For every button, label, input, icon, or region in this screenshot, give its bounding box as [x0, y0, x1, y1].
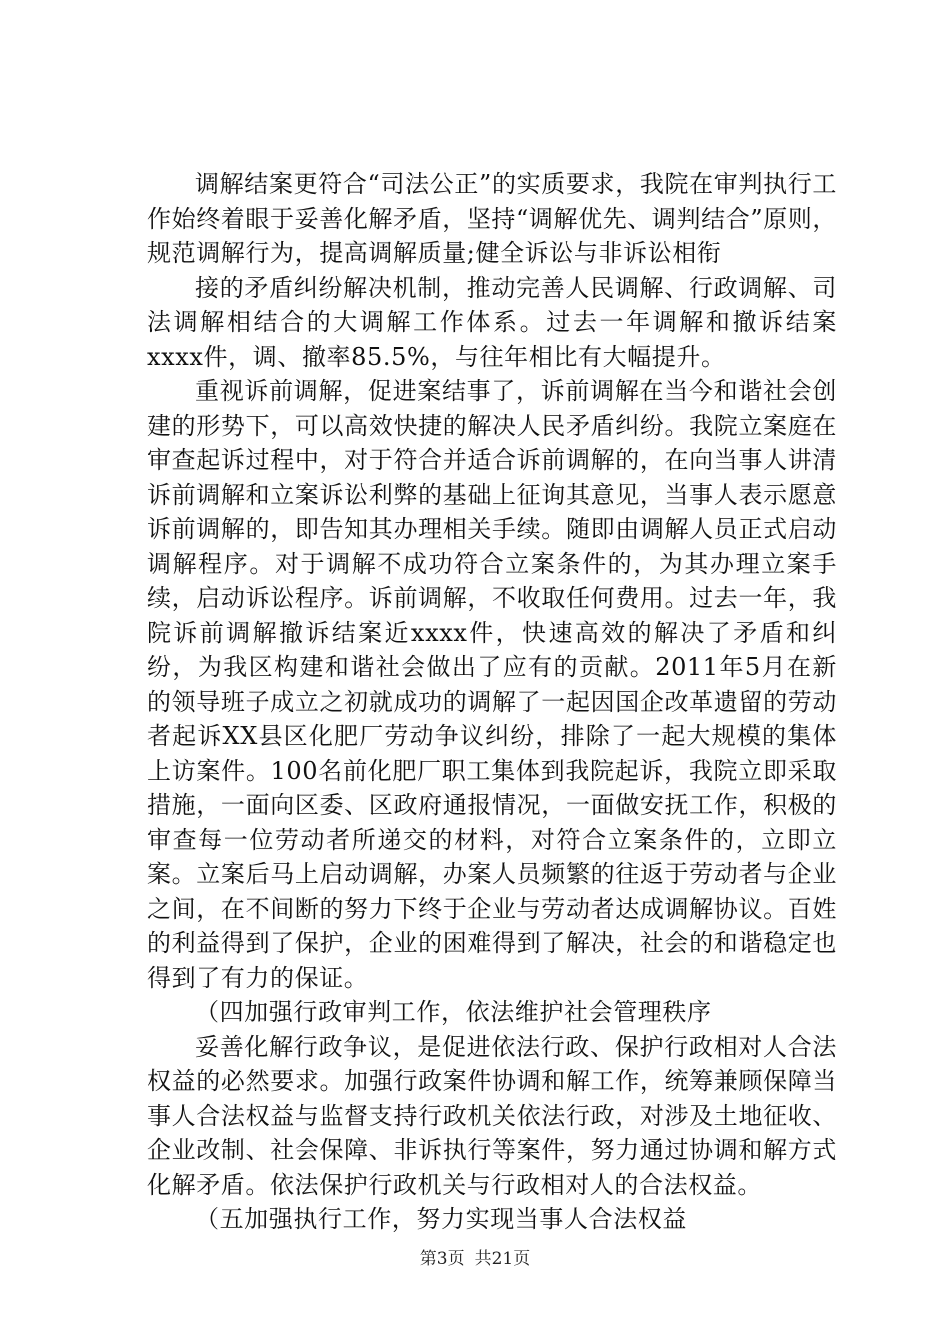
paragraph-dispute-mechanism: 接的矛盾纠纷解决机制，推动完善人民调解、行政调解、司法调解相结合的大调解工作体系。过去一年调解和撤诉结案xxxx件，调、撤率85.5%，与往年相比有大幅提升。 — [147, 273, 837, 371]
section-heading-enforcement: （五加强执行工作，努力实现当事人合法权益 — [195, 1205, 687, 1233]
section-heading-administrative-trial: （四加强行政审判工作，依法维护社会管理秩序 — [195, 998, 712, 1026]
document-body — [147, 167, 837, 1237]
paragraph-pre-litigation-mediation: 重视诉前调解，促进案结事了，诉前调解在当今和谐社会创建的形势下，可以高效快捷的解决人民矛盾纠纷。我院立案庭在审查起诉过程中，对于符合并适合诉前调解的，在向当事人讲清诉前调解和立案诉讼利弊的基础上征询其意见，当事人表示愿意诉前调解的，即告知其办理相关手续。随即由调解人员正式启动调解程序。对于调解不成功符合立案条件的，为其办理立案手续，启动诉讼程序。诉前调解，不收取任何费用。过去一年，我院诉前调解撤诉结案近xxxx件，快速高效的解决了矛盾和纠纷，为我区构建和谐社会做出了应有的贡献。2011年5月在新的领导班子成立之初就成功的调解了一起因国企改革遗留的劳动者起诉XX县区化肥厂劳动争议纠纷，排除了一起大规模的集体上访案件。100名前化肥厂职工集体到我院起诉，我院立即采取措施，一面向区委、区政府通报情况，一面做安抚工作，积极的审查每一位劳动者所递交的材料，对符合立案条件的，立即立案。立案后马上启动调解，办案人员频繁的往返于劳动者与企业之间，在不间断的努力下终于企业与劳动者达成调解协议。百姓的利益得到了保护，企业的困难得到了解决，社会的和谐稳定也得到了有力的保证。 — [147, 377, 837, 992]
page-number: 第3页 — [419, 1249, 465, 1269]
page-footer — [0, 1244, 950, 1269]
page-total: 共21页 — [474, 1249, 531, 1269]
paragraph-mediation-fairness: 调解结案更符合“司法公正”的实质要求，我院在审判执行工作始终着眼于妥善化解矛盾，坚持“调解优先、调判结合”原则，规范调解行为，提高调解质量;健全诉讼与非诉讼相衔 — [147, 170, 837, 267]
paragraph-administrative-disputes: 妥善化解行政争议，是促进依法行政、保护行政相对人合法权益的必然要求。加强行政案件协调和解工作，统筹兼顾保障当事人合法权益与监督支持行政机关依法行政，对涉及土地征收、企业改制、社会保障、非诉执行等案件，努力通过协调和解方式化解矛盾。依法保护行政机关与行政相对人的合法权益。 — [147, 1032, 837, 1199]
